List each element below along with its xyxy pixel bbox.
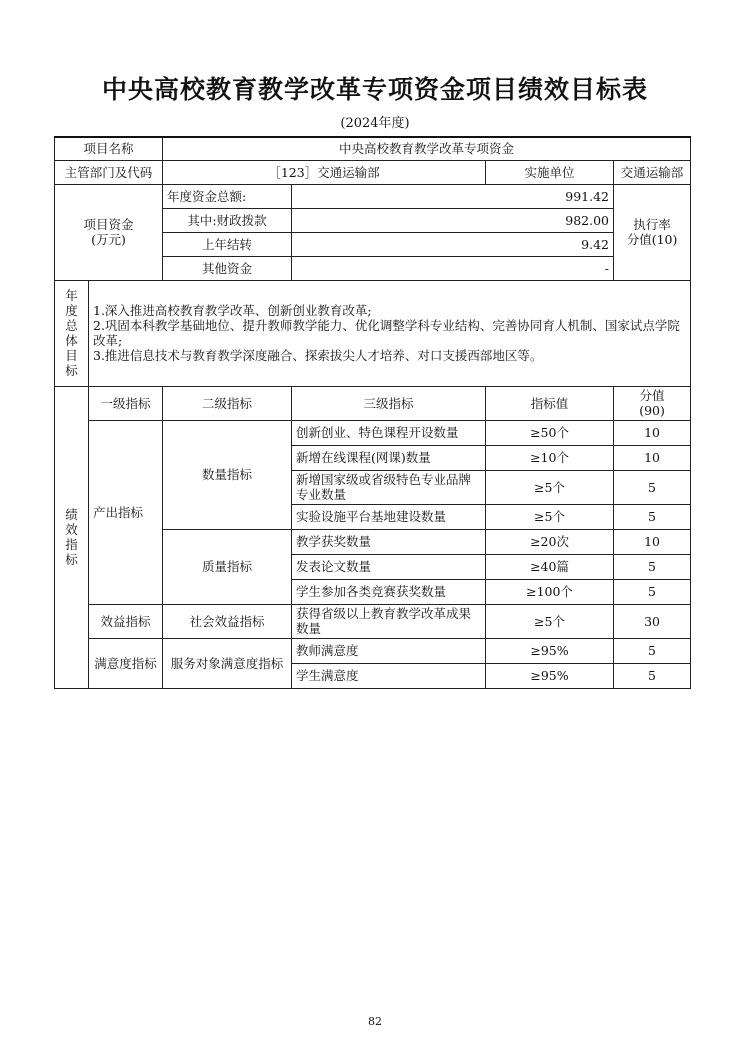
header-level1: 一级指标	[89, 386, 163, 420]
goal-label-char: 标	[65, 363, 78, 378]
goal-label-char: 目	[65, 348, 78, 363]
funds-label-line1: 项目资金	[83, 217, 134, 232]
perf-label-char: 指	[65, 537, 78, 552]
funds-total-value: 991.42	[292, 184, 614, 208]
funds-label	[55, 184, 163, 280]
annual-goal-label	[55, 280, 89, 386]
indicator-name: 教师满意度	[292, 638, 486, 663]
indicator-score: 5	[614, 638, 691, 663]
group-output: 产出指标	[89, 420, 163, 604]
indicator-score: 5	[614, 579, 691, 604]
funds-fiscal-value: 982.00	[292, 208, 614, 232]
goal-item: 1.深入推进高校教育教学改革、创新创业教育改革;	[93, 303, 372, 318]
indicator-score: 5	[614, 504, 691, 529]
indicator-score: 10	[614, 445, 691, 470]
indicator-name: 学生参加各类竞赛获奖数量	[292, 579, 486, 604]
indicator-value: ≥95%	[486, 663, 614, 688]
funds-fiscal-label: 其中:财政拨款	[163, 208, 292, 232]
indicator-value: ≥50个	[486, 420, 614, 445]
header-score-line2: (90)	[639, 403, 665, 418]
goal-label-char: 年	[65, 288, 78, 303]
indicator-score: 30	[614, 604, 691, 638]
indicator-value: ≥5个	[486, 470, 614, 504]
dept-label: 主管部门及代码	[55, 160, 163, 184]
document-year: (2024年度)	[340, 116, 410, 131]
funds-other-value: -	[292, 256, 614, 280]
indicator-name: 实验设施平台基地建设数量	[292, 504, 486, 529]
impl-unit-label: 实施单位	[486, 160, 614, 184]
dept-value: ［123］交通运输部	[163, 160, 486, 184]
performance-indicators-label	[55, 386, 89, 688]
indicator-value: ≥10个	[486, 445, 614, 470]
header-value: 指标值	[486, 386, 614, 420]
indicator-value: ≥20次	[486, 529, 614, 554]
group-social: 社会效益指标	[163, 604, 292, 638]
performance-goal-table	[54, 136, 691, 689]
indicator-value: ≥100个	[486, 579, 614, 604]
execution-rate-line2: 分值(10)	[626, 232, 678, 247]
group-satisfaction: 满意度指标	[89, 638, 163, 688]
perf-label-char: 效	[65, 522, 78, 537]
funds-total-label: 年度资金总额:	[163, 184, 292, 208]
funds-label-line2: (万元)	[91, 232, 126, 247]
header-score	[614, 386, 691, 420]
goal-label-char: 度	[65, 303, 78, 318]
goal-item: 3.推进信息技术与教育教学深度融合、探索拔尖人才培养、对口支援西部地区等。	[93, 348, 543, 363]
goal-item: 2.巩固本科教学基础地位、提升教师教学能力、优化调整学科专业结构、完善协同育人机制、国家试点学院改革;	[93, 318, 680, 348]
group-quantity: 数量指标	[163, 420, 292, 529]
indicator-score: 5	[614, 554, 691, 579]
indicator-name: 新增国家级或省级特色专业品牌专业数量	[292, 470, 486, 504]
document-title: 中央高校教育教学改革专项资金项目绩效目标表	[101, 75, 648, 104]
funds-carry-label: 上年结转	[163, 232, 292, 256]
goal-label-char: 总	[65, 318, 78, 333]
indicator-name: 新增在线课程(网课)数量	[292, 445, 486, 470]
indicator-score: 5	[614, 470, 691, 504]
funds-carry-value: 9.42	[292, 232, 614, 256]
indicator-value: ≥5个	[486, 504, 614, 529]
indicator-value: ≥95%	[486, 638, 614, 663]
header-level2: 二级指标	[163, 386, 292, 420]
execution-rate-cell	[614, 184, 691, 280]
perf-label-char: 标	[65, 552, 78, 567]
indicator-name: 教学获奖数量	[292, 529, 486, 554]
goal-label-char: 体	[65, 333, 78, 348]
header-score-line1: 分值	[639, 388, 665, 403]
project-name-value: 中央高校教育教学改革专项资金	[163, 137, 691, 160]
group-service: 服务对象满意度指标	[163, 638, 292, 688]
annual-goal-content	[89, 280, 691, 386]
indicator-name: 创新创业、特色课程开设数量	[292, 420, 486, 445]
group-benefit: 效益指标	[89, 604, 163, 638]
indicator-name: 获得省级以上教育教学改革成果数量	[292, 604, 486, 638]
page-number: 82	[368, 1015, 382, 1028]
group-quality: 质量指标	[163, 529, 292, 604]
indicator-value: ≥40篇	[486, 554, 614, 579]
indicator-score: 10	[614, 420, 691, 445]
indicator-score: 5	[614, 663, 691, 688]
funds-other-label: 其他资金	[163, 256, 292, 280]
impl-unit-value: 交通运输部	[614, 160, 691, 184]
project-name-label: 项目名称	[55, 137, 163, 160]
indicator-value: ≥5个	[486, 604, 614, 638]
execution-rate-line1: 执行率	[633, 217, 671, 232]
perf-label-char: 绩	[65, 507, 78, 522]
header-level3: 三级指标	[292, 386, 486, 420]
indicator-name: 学生满意度	[292, 663, 486, 688]
indicator-score: 10	[614, 529, 691, 554]
indicator-name: 发表论文数量	[292, 554, 486, 579]
